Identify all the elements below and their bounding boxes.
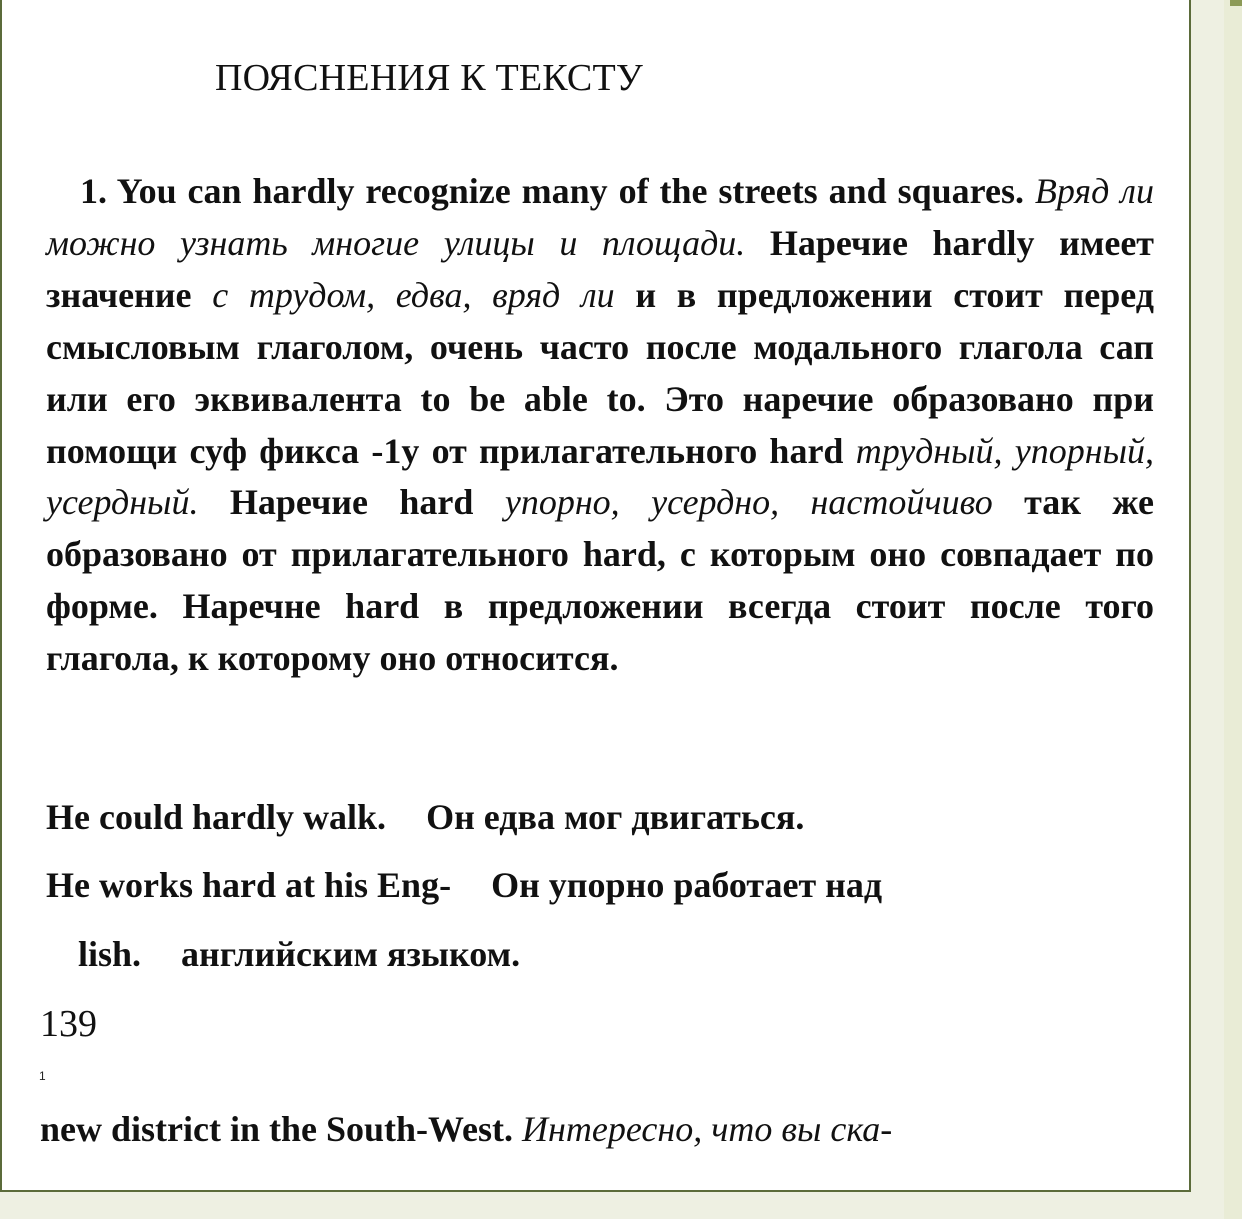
page-number: 139 xyxy=(40,1003,97,1045)
footnote-marker: 1 xyxy=(39,1069,46,1083)
page-edge-strip xyxy=(1224,0,1242,1219)
example-english: He works hard at his Eng- xyxy=(46,865,452,905)
example-line-2 xyxy=(46,864,882,906)
example-russian: Он едва мог двигаться. xyxy=(426,797,805,837)
page-title: ПОЯСНЕНИЯ К ТЕКСТУ xyxy=(215,57,643,99)
example-line-3 xyxy=(78,933,520,975)
note-translation: Вряд ли можно узнать многие улицы и площади. xyxy=(46,171,1154,263)
example-russian: английским языком. xyxy=(181,934,521,974)
note-title: 1. You can hardly recognize many of the streets and squares. xyxy=(80,171,1024,211)
note-text-4: так же образовано от прилагательного hard, с которым оно совпадает по форме. Наречне hard в предложении всегда стоит после того глагола, к которому оно относится. xyxy=(46,482,1155,679)
example-english: He could hardly walk. xyxy=(46,797,387,837)
note-paragraph xyxy=(46,166,1154,685)
continuation-line xyxy=(40,1108,892,1150)
note-text-1: Наречие hardly имеет значение xyxy=(46,222,1154,315)
continuation-italic: Интересно, что вы ска- xyxy=(522,1109,893,1149)
example-russian: Он упорно работает над xyxy=(491,865,883,905)
example-english: lish. xyxy=(78,934,142,974)
note-meaning-3: упорно, усердно, настойчиво xyxy=(504,482,993,523)
note-meaning-2: трудный, упорный, усердный. xyxy=(46,430,1154,523)
example-line-1 xyxy=(46,796,804,838)
note-text-3: Наречие hard xyxy=(229,482,474,523)
page-edge-marker xyxy=(1230,0,1242,6)
continuation-bold: new district in the South-West. xyxy=(40,1109,514,1149)
note-text-2: и в предложении стоит перед смысловым глаголом, очень часто после модального глагола сап или его эквивалента to be able to. Это наречие образовано при помощи суф фикса -1у от прилагательного hard xyxy=(46,274,1155,471)
note-meaning-1: с трудом, едва, вряд ли xyxy=(212,274,615,315)
